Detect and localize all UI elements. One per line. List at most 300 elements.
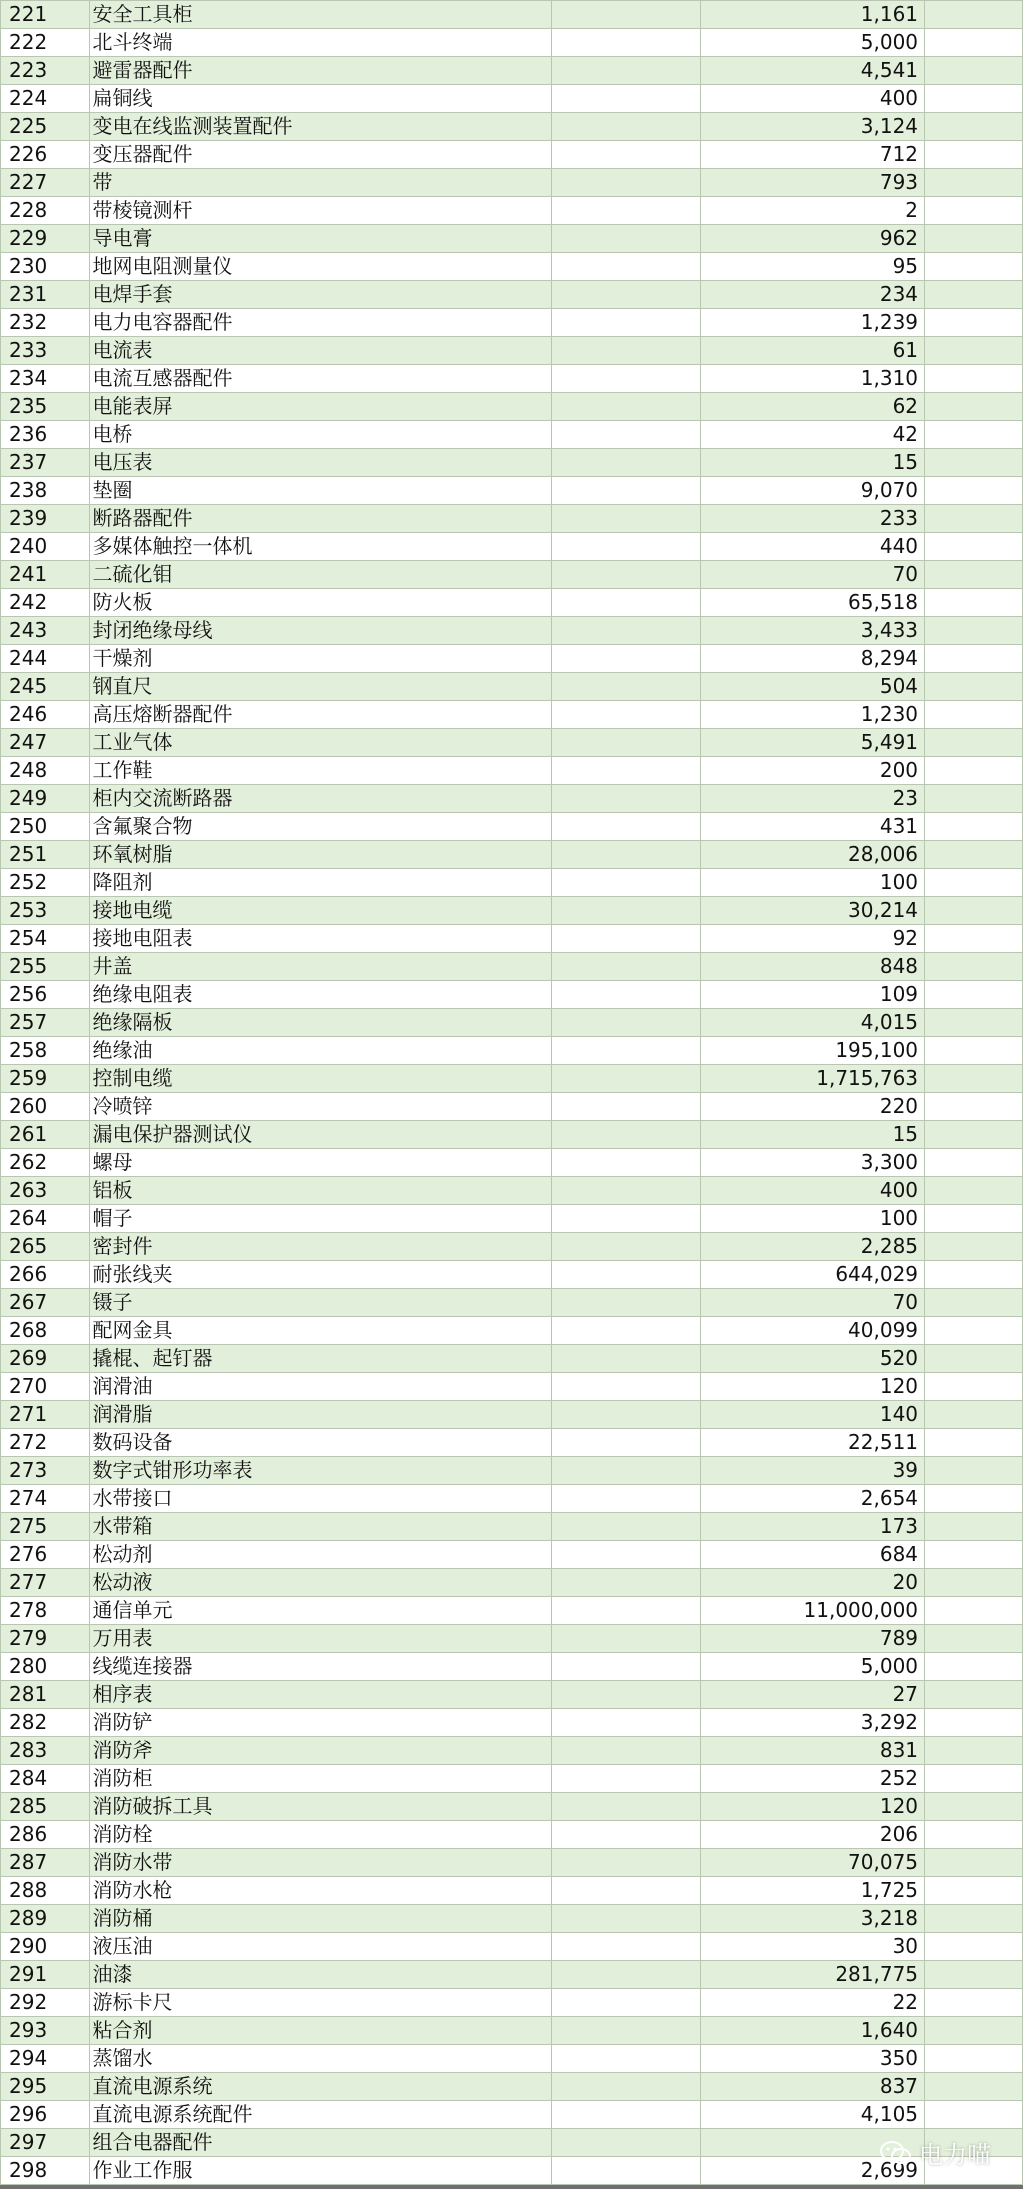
row-number-cell: 274 xyxy=(1,1485,90,1513)
wechat-icon xyxy=(879,2140,913,2166)
empty-cell xyxy=(551,1,700,29)
quantity-cell: 95 xyxy=(701,253,925,281)
row-number-cell: 238 xyxy=(1,477,90,505)
row-number-cell: 250 xyxy=(1,813,90,841)
empty-cell xyxy=(551,29,700,57)
item-name-cell: 消防铲 xyxy=(89,1709,551,1737)
item-name-cell: 电流表 xyxy=(89,337,551,365)
empty-cell xyxy=(551,1205,700,1233)
empty-cell xyxy=(925,1429,1023,1457)
row-number-cell: 293 xyxy=(1,2017,90,2045)
quantity-cell: 2 xyxy=(701,197,925,225)
empty-cell xyxy=(925,1037,1023,1065)
row-number-cell: 257 xyxy=(1,1009,90,1037)
quantity-cell: 3,218 xyxy=(701,1905,925,1933)
empty-cell xyxy=(551,1037,700,1065)
empty-cell xyxy=(925,953,1023,981)
empty-cell xyxy=(925,477,1023,505)
empty-cell xyxy=(925,1121,1023,1149)
empty-cell xyxy=(551,1177,700,1205)
item-name-cell: 水带箱 xyxy=(89,1513,551,1541)
row-number-cell: 258 xyxy=(1,1037,90,1065)
empty-cell xyxy=(925,365,1023,393)
table-row xyxy=(1,2073,1023,2101)
quantity-cell: 3,124 xyxy=(701,113,925,141)
quantity-cell: 100 xyxy=(701,1205,925,1233)
row-number-cell: 226 xyxy=(1,141,90,169)
bottom-bar xyxy=(0,2185,1023,2189)
table-body xyxy=(1,1,1023,2185)
table-row xyxy=(1,1009,1023,1037)
table-row xyxy=(1,981,1023,1009)
row-number-cell: 259 xyxy=(1,1065,90,1093)
row-number-cell: 255 xyxy=(1,953,90,981)
row-number-cell: 277 xyxy=(1,1569,90,1597)
empty-cell xyxy=(925,1149,1023,1177)
row-number-cell: 227 xyxy=(1,169,90,197)
item-name-cell: 控制电缆 xyxy=(89,1065,551,1093)
empty-cell xyxy=(551,2129,700,2157)
empty-cell xyxy=(551,309,700,337)
table-row xyxy=(1,1989,1023,2017)
row-number-cell: 241 xyxy=(1,561,90,589)
empty-cell xyxy=(925,1597,1023,1625)
quantity-cell: 120 xyxy=(701,1373,925,1401)
empty-cell xyxy=(551,1625,700,1653)
empty-cell xyxy=(925,869,1023,897)
item-name-cell: 游标卡尺 xyxy=(89,1989,551,2017)
table-row xyxy=(1,1709,1023,1737)
empty-cell xyxy=(925,85,1023,113)
table-row xyxy=(1,589,1023,617)
item-name-cell: 接地电缆 xyxy=(89,897,551,925)
quantity-cell: 1,310 xyxy=(701,365,925,393)
row-number-cell: 280 xyxy=(1,1653,90,1681)
empty-cell xyxy=(551,645,700,673)
empty-cell xyxy=(551,785,700,813)
table-row xyxy=(1,1625,1023,1653)
item-name-cell: 消防水枪 xyxy=(89,1877,551,1905)
empty-cell xyxy=(925,1261,1023,1289)
quantity-cell: 70 xyxy=(701,561,925,589)
empty-cell xyxy=(925,1933,1023,1961)
table-row xyxy=(1,225,1023,253)
item-name-cell: 密封件 xyxy=(89,1233,551,1261)
row-number-cell: 229 xyxy=(1,225,90,253)
quantity-cell: 400 xyxy=(701,85,925,113)
table-row xyxy=(1,57,1023,85)
empty-cell xyxy=(925,1177,1023,1205)
quantity-cell: 70,075 xyxy=(701,1849,925,1877)
row-number-cell: 261 xyxy=(1,1121,90,1149)
item-name-cell: 地网电阻测量仪 xyxy=(89,253,551,281)
table-row xyxy=(1,645,1023,673)
table-row xyxy=(1,2129,1023,2157)
item-name-cell: 冷喷锌 xyxy=(89,1093,551,1121)
item-name-cell: 液压油 xyxy=(89,1933,551,1961)
row-number-cell: 234 xyxy=(1,365,90,393)
item-name-cell: 消防桶 xyxy=(89,1905,551,1933)
empty-cell xyxy=(551,1317,700,1345)
item-name-cell: 工业气体 xyxy=(89,729,551,757)
empty-cell xyxy=(925,1317,1023,1345)
empty-cell xyxy=(551,1149,700,1177)
empty-cell xyxy=(925,1681,1023,1709)
quantity-cell: 2,285 xyxy=(701,1233,925,1261)
empty-cell xyxy=(925,449,1023,477)
empty-cell xyxy=(551,981,700,1009)
empty-cell xyxy=(551,561,700,589)
empty-cell xyxy=(551,113,700,141)
empty-cell xyxy=(551,505,700,533)
row-number-cell: 222 xyxy=(1,29,90,57)
row-number-cell: 253 xyxy=(1,897,90,925)
quantity-cell: 109 xyxy=(701,981,925,1009)
empty-cell xyxy=(925,925,1023,953)
row-number-cell: 235 xyxy=(1,393,90,421)
quantity-cell: 3,433 xyxy=(701,617,925,645)
item-name-cell: 北斗终端 xyxy=(89,29,551,57)
empty-cell xyxy=(925,757,1023,785)
empty-cell xyxy=(925,337,1023,365)
row-number-cell: 243 xyxy=(1,617,90,645)
item-name-cell: 撬棍、起钉器 xyxy=(89,1345,551,1373)
table-row xyxy=(1,813,1023,841)
row-number-cell: 264 xyxy=(1,1205,90,1233)
row-number-cell: 294 xyxy=(1,2045,90,2073)
quantity-cell: 120 xyxy=(701,1793,925,1821)
empty-cell xyxy=(551,841,700,869)
empty-cell xyxy=(925,1289,1023,1317)
row-number-cell: 236 xyxy=(1,421,90,449)
empty-cell xyxy=(925,589,1023,617)
empty-cell xyxy=(551,897,700,925)
quantity-cell: 1,640 xyxy=(701,2017,925,2045)
quantity-cell: 200 xyxy=(701,757,925,785)
empty-cell xyxy=(925,421,1023,449)
watermark-text: 电力喵 xyxy=(919,2141,991,2169)
item-name-cell: 松动液 xyxy=(89,1569,551,1597)
empty-cell xyxy=(925,2045,1023,2073)
quantity-cell: 4,015 xyxy=(701,1009,925,1037)
table-row xyxy=(1,1261,1023,1289)
row-number-cell: 262 xyxy=(1,1149,90,1177)
table-row xyxy=(1,449,1023,477)
item-name-cell: 线缆连接器 xyxy=(89,1653,551,1681)
row-number-cell: 292 xyxy=(1,1989,90,2017)
empty-cell xyxy=(551,673,700,701)
empty-cell xyxy=(925,113,1023,141)
empty-cell xyxy=(551,169,700,197)
empty-cell xyxy=(551,1793,700,1821)
empty-cell xyxy=(925,1569,1023,1597)
empty-cell xyxy=(551,421,700,449)
item-name-cell: 镊子 xyxy=(89,1289,551,1317)
empty-cell xyxy=(925,1625,1023,1653)
empty-cell xyxy=(925,1961,1023,1989)
table-row xyxy=(1,617,1023,645)
empty-cell xyxy=(551,197,700,225)
empty-cell xyxy=(551,1653,700,1681)
empty-cell xyxy=(925,1541,1023,1569)
empty-cell xyxy=(551,141,700,169)
empty-cell xyxy=(925,281,1023,309)
empty-cell xyxy=(551,813,700,841)
empty-cell xyxy=(925,1513,1023,1541)
empty-cell xyxy=(925,169,1023,197)
empty-cell xyxy=(925,1793,1023,1821)
quantity-cell: 281,775 xyxy=(701,1961,925,1989)
empty-cell xyxy=(551,1541,700,1569)
item-name-cell: 接地电阻表 xyxy=(89,925,551,953)
empty-cell xyxy=(925,561,1023,589)
empty-cell xyxy=(925,729,1023,757)
empty-cell xyxy=(925,1345,1023,1373)
row-number-cell: 290 xyxy=(1,1933,90,1961)
quantity-cell: 8,294 xyxy=(701,645,925,673)
table-row xyxy=(1,85,1023,113)
row-number-cell: 228 xyxy=(1,197,90,225)
quantity-cell: 30,214 xyxy=(701,897,925,925)
item-name-cell: 环氧树脂 xyxy=(89,841,551,869)
table-row xyxy=(1,1653,1023,1681)
row-number-cell: 266 xyxy=(1,1261,90,1289)
empty-cell xyxy=(925,1009,1023,1037)
quantity-cell: 92 xyxy=(701,925,925,953)
empty-cell xyxy=(551,477,700,505)
item-name-cell: 耐张线夹 xyxy=(89,1261,551,1289)
row-number-cell: 246 xyxy=(1,701,90,729)
item-name-cell: 数字式钳形功率表 xyxy=(89,1457,551,1485)
item-name-cell: 万用表 xyxy=(89,1625,551,1653)
table-row xyxy=(1,2101,1023,2129)
row-number-cell: 232 xyxy=(1,309,90,337)
empty-cell xyxy=(551,729,700,757)
empty-cell xyxy=(551,1093,700,1121)
empty-cell xyxy=(551,2101,700,2129)
table-row xyxy=(1,1821,1023,1849)
quantity-cell: 27 xyxy=(701,1681,925,1709)
item-name-cell: 井盖 xyxy=(89,953,551,981)
quantity-cell: 234 xyxy=(701,281,925,309)
row-number-cell: 282 xyxy=(1,1709,90,1737)
quantity-cell: 173 xyxy=(701,1513,925,1541)
empty-cell xyxy=(925,1821,1023,1849)
quantity-cell: 1,715,763 xyxy=(701,1065,925,1093)
item-name-cell: 含氟聚合物 xyxy=(89,813,551,841)
empty-cell xyxy=(925,505,1023,533)
quantity-cell: 4,541 xyxy=(701,57,925,85)
table-row xyxy=(1,1429,1023,1457)
empty-cell xyxy=(925,673,1023,701)
row-number-cell: 233 xyxy=(1,337,90,365)
table-row xyxy=(1,1457,1023,1485)
empty-cell xyxy=(925,197,1023,225)
empty-cell xyxy=(925,1989,1023,2017)
empty-cell xyxy=(925,841,1023,869)
quantity-cell: 3,300 xyxy=(701,1149,925,1177)
table-row xyxy=(1,393,1023,421)
empty-cell xyxy=(551,1961,700,1989)
empty-cell xyxy=(551,2045,700,2073)
empty-cell xyxy=(551,1009,700,1037)
row-number-cell: 251 xyxy=(1,841,90,869)
quantity-cell: 23 xyxy=(701,785,925,813)
empty-cell xyxy=(925,2073,1023,2101)
item-name-cell: 垫圈 xyxy=(89,477,551,505)
empty-cell xyxy=(551,1849,700,1877)
table-row xyxy=(1,29,1023,57)
item-name-cell: 帽子 xyxy=(89,1205,551,1233)
empty-cell xyxy=(551,85,700,113)
empty-cell xyxy=(551,1429,700,1457)
empty-cell xyxy=(551,757,700,785)
quantity-cell: 684 xyxy=(701,1541,925,1569)
item-name-cell: 数码设备 xyxy=(89,1429,551,1457)
table-row xyxy=(1,1569,1023,1597)
row-number-cell: 245 xyxy=(1,673,90,701)
empty-cell xyxy=(925,533,1023,561)
table-row xyxy=(1,1093,1023,1121)
table-row xyxy=(1,925,1023,953)
empty-cell xyxy=(551,1513,700,1541)
empty-cell xyxy=(925,1,1023,29)
item-name-cell: 蒸馏水 xyxy=(89,2045,551,2073)
empty-cell xyxy=(551,1765,700,1793)
empty-cell xyxy=(551,1261,700,1289)
item-name-cell: 柜内交流断路器 xyxy=(89,785,551,813)
quantity-cell: 140 xyxy=(701,1401,925,1429)
row-number-cell: 244 xyxy=(1,645,90,673)
empty-cell xyxy=(551,2073,700,2101)
empty-cell xyxy=(551,1681,700,1709)
row-number-cell: 289 xyxy=(1,1905,90,1933)
empty-cell xyxy=(925,617,1023,645)
table-row xyxy=(1,561,1023,589)
table-row xyxy=(1,1737,1023,1765)
quantity-cell: 62 xyxy=(701,393,925,421)
empty-cell xyxy=(551,1485,700,1513)
empty-cell xyxy=(551,1989,700,2017)
table-row xyxy=(1,533,1023,561)
table-row xyxy=(1,701,1023,729)
item-name-cell: 水带接口 xyxy=(89,1485,551,1513)
quantity-cell: 712 xyxy=(701,141,925,169)
empty-cell xyxy=(551,589,700,617)
empty-cell xyxy=(551,1457,700,1485)
table-row xyxy=(1,197,1023,225)
empty-cell xyxy=(925,29,1023,57)
row-number-cell: 269 xyxy=(1,1345,90,1373)
item-name-cell: 二硫化钼 xyxy=(89,561,551,589)
row-number-cell: 263 xyxy=(1,1177,90,1205)
table-row xyxy=(1,785,1023,813)
quantity-cell: 520 xyxy=(701,1345,925,1373)
empty-cell xyxy=(925,1373,1023,1401)
row-number-cell: 298 xyxy=(1,2157,90,2185)
table-row xyxy=(1,2157,1023,2185)
row-number-cell: 291 xyxy=(1,1961,90,1989)
empty-cell xyxy=(551,1373,700,1401)
empty-cell xyxy=(551,225,700,253)
table-row xyxy=(1,365,1023,393)
row-number-cell: 278 xyxy=(1,1597,90,1625)
item-name-cell: 干燥剂 xyxy=(89,645,551,673)
empty-cell xyxy=(551,1877,700,1905)
quantity-cell: 5,491 xyxy=(701,729,925,757)
table-row xyxy=(1,1401,1023,1429)
row-number-cell: 281 xyxy=(1,1681,90,1709)
quantity-cell: 440 xyxy=(701,533,925,561)
empty-cell xyxy=(925,981,1023,1009)
item-name-cell: 润滑脂 xyxy=(89,1401,551,1429)
table-row xyxy=(1,1233,1023,1261)
quantity-cell: 39 xyxy=(701,1457,925,1485)
row-number-cell: 284 xyxy=(1,1765,90,1793)
item-name-cell: 变电在线监测装置配件 xyxy=(89,113,551,141)
row-number-cell: 270 xyxy=(1,1373,90,1401)
table-row xyxy=(1,1905,1023,1933)
empty-cell xyxy=(551,1289,700,1317)
table-row xyxy=(1,1961,1023,1989)
row-number-cell: 230 xyxy=(1,253,90,281)
item-name-cell: 导电膏 xyxy=(89,225,551,253)
table-row xyxy=(1,113,1023,141)
row-number-cell: 240 xyxy=(1,533,90,561)
empty-cell xyxy=(925,1877,1023,1905)
quantity-cell: 1,725 xyxy=(701,1877,925,1905)
table-row xyxy=(1,1597,1023,1625)
empty-cell xyxy=(925,1401,1023,1429)
table-row xyxy=(1,421,1023,449)
table-row xyxy=(1,1149,1023,1177)
quantity-cell: 4,105 xyxy=(701,2101,925,2129)
empty-cell xyxy=(551,533,700,561)
empty-cell xyxy=(551,617,700,645)
quantity-cell: 962 xyxy=(701,225,925,253)
empty-cell xyxy=(551,1737,700,1765)
item-name-cell: 润滑油 xyxy=(89,1373,551,1401)
table-row xyxy=(1,1037,1023,1065)
item-name-cell: 漏电保护器测试仪 xyxy=(89,1121,551,1149)
table-row xyxy=(1,841,1023,869)
quantity-cell: 1,230 xyxy=(701,701,925,729)
row-number-cell: 237 xyxy=(1,449,90,477)
row-number-cell: 271 xyxy=(1,1401,90,1429)
row-number-cell: 249 xyxy=(1,785,90,813)
empty-cell xyxy=(551,1933,700,1961)
table-row xyxy=(1,953,1023,981)
quantity-cell: 2,699 xyxy=(701,2157,925,2185)
row-number-cell: 224 xyxy=(1,85,90,113)
empty-cell xyxy=(925,1653,1023,1681)
quantity-cell: 400 xyxy=(701,1177,925,1205)
empty-cell xyxy=(551,2017,700,2045)
item-name-cell: 电流互感器配件 xyxy=(89,365,551,393)
quantity-cell: 220 xyxy=(701,1093,925,1121)
empty-cell xyxy=(551,869,700,897)
quantity-cell: 831 xyxy=(701,1737,925,1765)
quantity-cell: 848 xyxy=(701,953,925,981)
item-name-cell: 通信单元 xyxy=(89,1597,551,1625)
item-name-cell: 油漆 xyxy=(89,1961,551,1989)
item-name-cell: 作业工作服 xyxy=(89,2157,551,2185)
quantity-cell: 252 xyxy=(701,1765,925,1793)
table-row xyxy=(1,673,1023,701)
item-name-cell: 避雷器配件 xyxy=(89,57,551,85)
empty-cell xyxy=(925,1485,1023,1513)
item-name-cell: 组合电器配件 xyxy=(89,2129,551,2157)
